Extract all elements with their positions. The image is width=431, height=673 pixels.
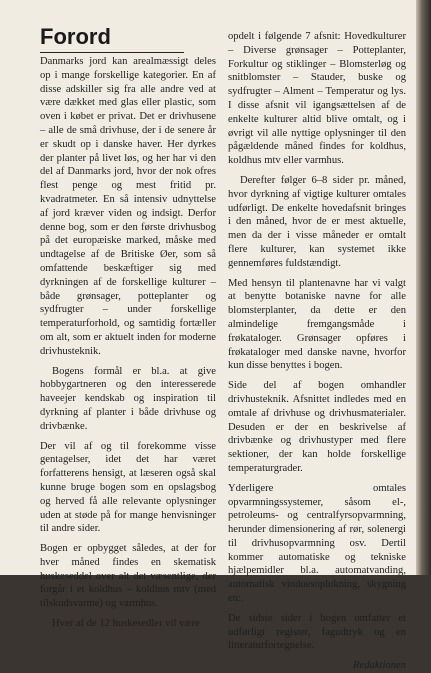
left-column (40, 55, 216, 637)
page-title: Forord (40, 24, 111, 49)
paragraph: opdelt i følgende 7 afsnit: Hovedkulturer – Diverse grønsager – Potteplanter, Forkultur og stiklinger – Blomsterløg og snitblomster – Stauder, buske og sydfrugter – Alment – Temperatur og lys. I disse afsnit vil igangsættelsen af de enkelte kulturer altid blive omtalt, og i øvrigt vil alle nyttige oplysninger til den pågældende måned findes for koldhus, koldhus mtv eller varmhus. (228, 31, 406, 167)
paragraph: Der vil af og til forekomme visse gentagelser, idet det har været forfatterens hensigt, at læseren også skal kunne bruge bogen som en opslagsbog og herved få alle relevante oplysninger uden at støde på for mange henvisninger til andre sider. (40, 440, 216, 535)
paragraph: Derefter følger 6–8 sider pr. måned, hvor dyrkning af vigtige kulturer omtales udførligt. De enkelte hovedafsnit bringes i den måned, hvor de er mest aktuelle, men da der i visse måneder er omtalt flere kulturer, kan systemet ikke gennemføres fuldstændigt. (228, 174, 406, 269)
title-underline (40, 52, 184, 53)
paragraph: De sidste sider i bogen omfatter et udførligt register, fagudtryk og en litteraturfortegnelse. (228, 612, 406, 652)
paragraph: Yderligere omtales opvarmningssystemer, såsom el-, petroleums- og centralfyrsopvarmning, herunder dimensionering af rør, solenergi til drivhusopvarmning osv. Dertil kommer automatiske og tekniske hjælpemidler bl.a. automatvanding, automatisk vinduesoplukning, skygning etc. (228, 482, 406, 605)
right-column (228, 30, 406, 673)
paragraph: Danmarks jord kan arealmæssigt deles op i mange forskellige kategorier. En af disse adskiller sig fra alle andre ved at være dækket med glas eller plastic, som oven i købet er privat. Det er drivhusene – alle de små drivhuse, der i de senere år er skudt op i danske haver. Her dyrkes der planter på livet løs, og her har vi den del af Danmarks jord, hvor der nok ofres flest penge og mest fritid pr. kvadratmeter. En så intensiv udnyttelse af jord kræver viden og indsigt. Derfor denne bog, som er den første drivhusbog på det europæiske marked, måske med undtagelse af de Britiske Øer, som så omfattende beskæftiger sig med dyrkningen af de forskellige kulturer – både grønsager, potteplanter og sydfrugter – under forskellige temperaturforhold, og samtidig fortæller om alt, som er aktuelt inden for moderne drivhusteknik. (40, 56, 216, 357)
signature: Redaktionen (353, 660, 406, 672)
paragraph: Bogen er opbygget således, at der for hver måned findes en skematisk huskeseddel over alt det væsentlige, der forgår i et koldhus – koldhus mtv (med tilskudsvarme) og varmhus. (40, 543, 216, 610)
paragraph: Side del af bogen omhandler drivhusteknik. Afsnittet indledes med en omtale af drivhuse og drivhusmaterialer. Desuden er der en beskrivelse af drivbænke og drivhustyper med flere sektioner, der kan holde forskellige temperaturgrader. (228, 380, 406, 474)
paragraph: Med hensyn til plantenavne har vi valgt at benytte botaniske navne for alle blomsterplanter, da dette er den almindelige fremgangsmåde i frøkataloger. Grønsager opføres i frøkataloger med danske navne, hvorfor kun disse benyttes i bogen. (228, 277, 406, 372)
paragraph: Hver af de 12 huskesedler vil være (52, 618, 200, 630)
page-edge-shadow (416, 0, 431, 575)
paragraph: Bogens formål er bl.a. at give hobbygartneren og den interesserede haveejer kendskab og inspiration til dyrkning af planter i både drivhuse og drivbænke. (40, 365, 216, 432)
